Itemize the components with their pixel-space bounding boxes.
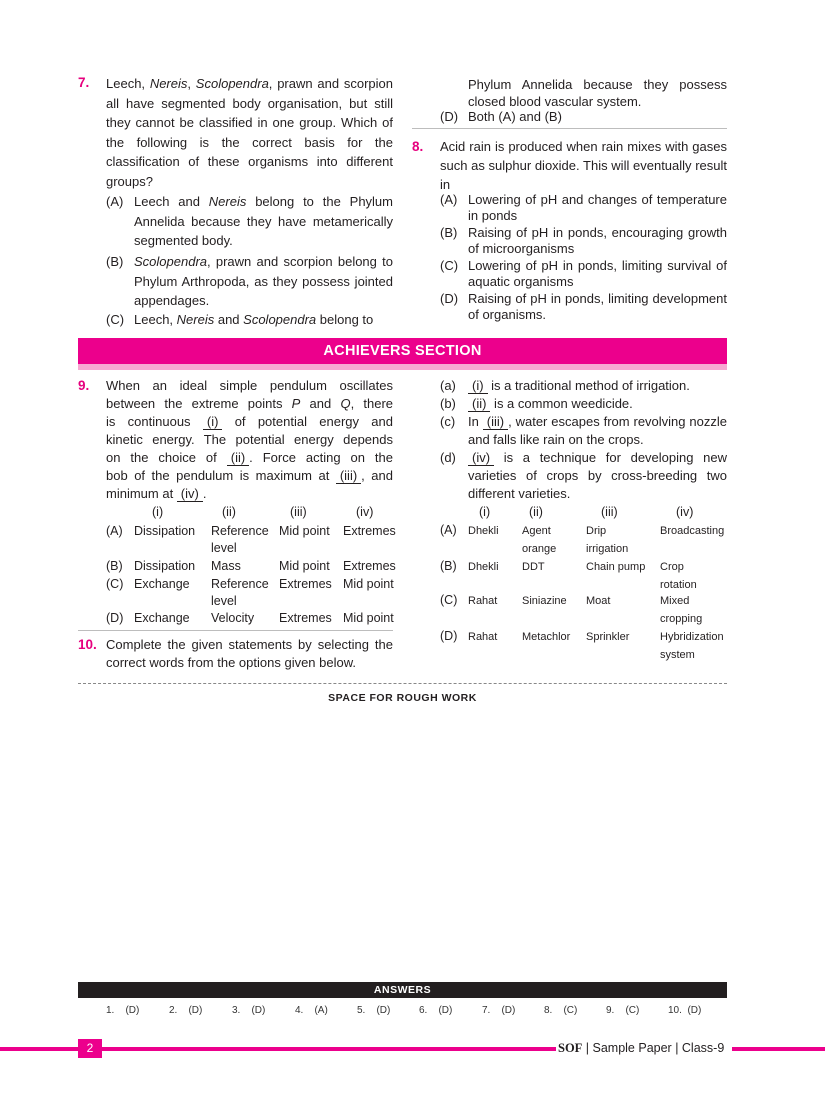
- q10-stem: Complete the given statements by selecting the correct words from the options given below.: [106, 637, 393, 670]
- rough-work-divider: [78, 683, 727, 684]
- q10-header: (ii): [529, 505, 543, 519]
- footer-line-left: [0, 1047, 78, 1051]
- q7-number: 7.: [78, 75, 90, 90]
- q10-header: (iv): [676, 505, 694, 519]
- divider: [412, 128, 727, 129]
- q8-number: 8.: [412, 139, 424, 154]
- section-banner: ACHIEVERS SECTION: [78, 338, 727, 364]
- answer-item: 1. (D): [106, 1005, 140, 1016]
- section-banner-strip: [78, 364, 727, 370]
- q7-option-c-continued: Phylum Annelida because they possess closed blood vascular system.: [468, 77, 727, 109]
- q10-number: 10.: [78, 637, 97, 652]
- answer-item: 6. (D): [419, 1005, 453, 1016]
- footer-text: SOF | Sample Paper | Class-9: [558, 1041, 725, 1055]
- page-number: 2: [78, 1039, 102, 1058]
- q7-stem: Leech, Nereis, Scolopendra, prawn and scorpion all have segmented body organisation, but still they cannot be classified in one group. Which of the following is the correct basis for the classification of these organisms into different groups?: [106, 76, 393, 189]
- answer-item: 10. (D): [668, 1005, 702, 1016]
- answer-item: 9. (C): [606, 1005, 640, 1016]
- footer-line-right: [732, 1047, 825, 1051]
- footer-line-middle: [102, 1047, 556, 1051]
- answers-title: ANSWERS: [78, 982, 727, 998]
- answer-item: 3. (D): [232, 1005, 266, 1016]
- q8-stem: Acid rain is produced when rain mixes with gases such as sulphur dioxide. This will eventually result in: [440, 139, 727, 192]
- answer-item: 7. (D): [482, 1005, 516, 1016]
- sof-logo: SOF: [558, 1041, 583, 1055]
- q10-header: (i): [479, 505, 491, 519]
- q9-number: 9.: [78, 378, 90, 393]
- q9-header: (iii): [290, 505, 307, 519]
- q10-header: (iii): [601, 505, 618, 519]
- rough-work-label: SPACE FOR ROUGH WORK: [328, 692, 477, 704]
- answer-item: 4. (A): [295, 1005, 328, 1016]
- answer-item: 5. (D): [357, 1005, 391, 1016]
- divider: [78, 630, 393, 631]
- answer-item: 8. (C): [544, 1005, 578, 1016]
- q9-header: (ii): [222, 505, 236, 519]
- q9-header: (i): [152, 505, 164, 519]
- q9-header: (iv): [356, 505, 374, 519]
- answer-item: 2. (D): [169, 1005, 203, 1016]
- q9-stem: When an ideal simple pendulum oscillates between the extreme points P and Q, there is continuous (i) of potential energy and kinetic energy. The potential energy depends on the choice of (ii) . Force acting on the bob of the pendulum is maximum at (iii) , and minimum at (iv) .: [106, 378, 394, 501]
